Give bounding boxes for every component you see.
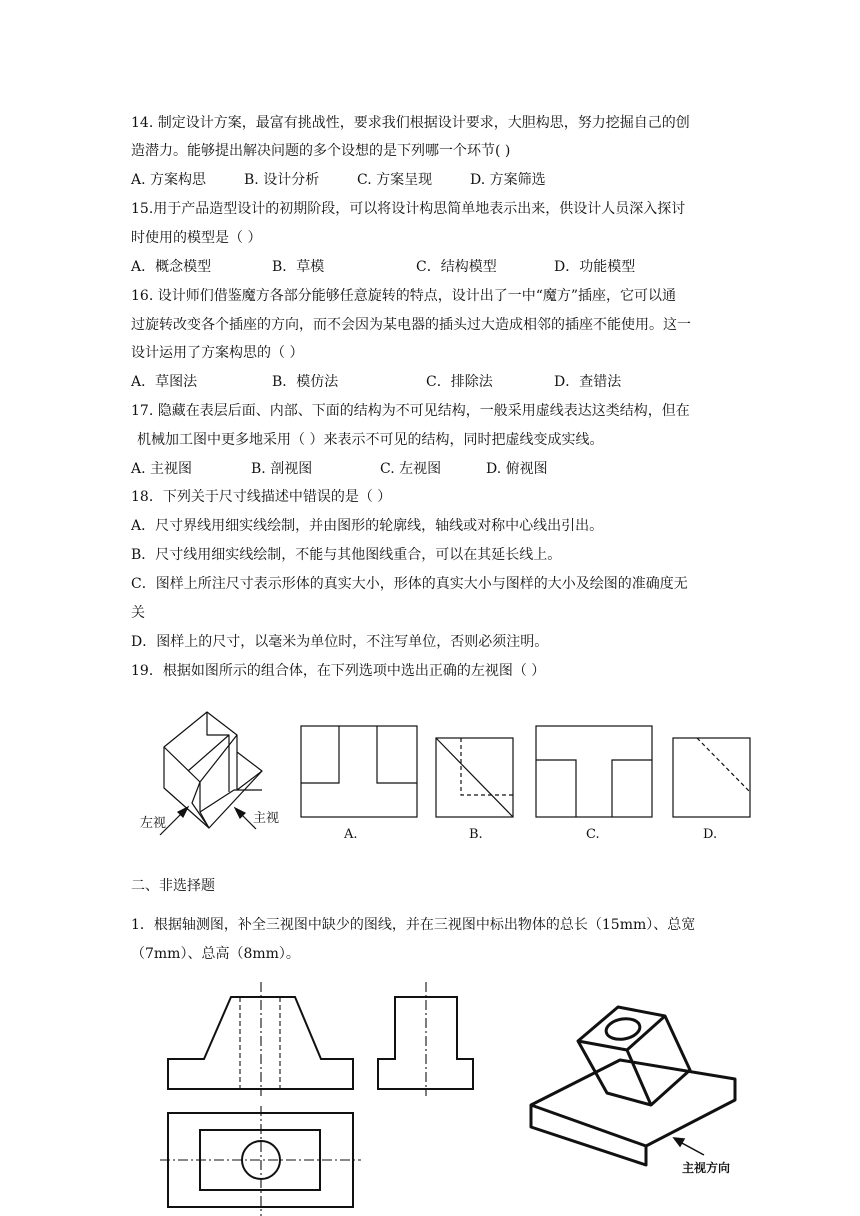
- q14-option-d: D. 方案筛选: [470, 172, 546, 188]
- q16-line-3: 设计运用了方案构思的（ ）: [131, 345, 304, 361]
- q17-line-1: 17. 隐藏在表层后面、内部、下面的结构为不可见结构，一般采用虚线表达这类结构，但在: [131, 403, 690, 419]
- q16-line-1: 16. 设计师们借鉴魔方各部分能够任意旋转的特点，设计出了一中“魔方”插座，它可以通: [131, 288, 677, 304]
- q18-option-c-line-2: 关: [131, 605, 145, 621]
- q19-line-1: 19．根据如图所示的组合体，在下列选项中选出正确的左视图（ ）: [131, 663, 546, 679]
- top-view-center-lines: [160, 1106, 361, 1216]
- q14-line-2: 造潜力。能够提出解决问题的多个设想的是下列哪一个环节( ): [131, 143, 511, 159]
- q15-option-d: D．功能模型: [554, 259, 636, 275]
- section-2-q1-line-2: （7mm）、总高（8mm）。: [131, 946, 300, 962]
- q18-option-c-line-1: C．图样上所注尺寸表示形体的真实大小，形体的真实大小与图样的大小及绘图的准确度无: [131, 576, 688, 592]
- q19-label-left-view: 左视: [140, 816, 167, 831]
- q19-choice-a-label: A.: [344, 827, 358, 842]
- q15-line-2: 时使用的模型是（ ）: [131, 230, 262, 246]
- q19-arrows: [160, 807, 256, 835]
- q15-option-a: A．概念模型: [131, 259, 212, 275]
- q14-option-b: B. 设计分析: [244, 172, 320, 188]
- q14-line-1: 14. 制定设计方案，最富有挑战性，要求我们根据设计要求，大胆构思，努力挖掘自己的创: [131, 115, 690, 131]
- q16-option-b: B．模仿法: [272, 374, 339, 390]
- q17-option-a: A. 主视图: [131, 461, 193, 477]
- q19-choice-c-drawing: [536, 726, 652, 817]
- q19-label-front-view: 主视: [253, 811, 280, 826]
- q17-option-c: C. 左视图: [380, 461, 442, 477]
- q19-choice-b-drawing: [436, 738, 513, 817]
- q16-option-d: D．查错法: [554, 374, 622, 390]
- q15-option-c: C．结构模型: [416, 259, 497, 275]
- q15-option-b: B．草模: [272, 259, 325, 275]
- q17-option-b: B. 剖视图: [251, 461, 313, 477]
- q14-option-c: C. 方案呈现: [357, 172, 433, 188]
- q16-option-c: C．排除法: [426, 374, 493, 390]
- q19-choice-c-label: C.: [586, 827, 600, 842]
- q18-option-b: B．尺寸线用细实线绘制，不能与其他图线重合，可以在其延长线上。: [131, 547, 562, 563]
- q19-choice-d-drawing: [673, 738, 750, 817]
- q19-choice-a-drawing: [301, 726, 417, 817]
- section-2-heading: 二、非选择题: [131, 878, 215, 894]
- q17-option-d: D. 俯视图: [486, 461, 548, 477]
- q18-option-a: A．尺寸界线用细实线绘制，并由图形的轮廓线，轴线或对称中心线出引出。: [131, 518, 604, 534]
- front-view-hidden-lines: [240, 982, 280, 1096]
- q19-choice-b-label: B.: [469, 827, 483, 842]
- q16-option-a: A．草图法: [131, 374, 198, 390]
- q18-option-d: D．图样上的尺寸，以毫米为单位时，不注写单位，否则必须注明。: [131, 634, 549, 650]
- q16-line-2: 过旋转改变各个插座的方向，而不会因为某电器的插头过大造成相邻的插座不能使用。这一: [131, 317, 691, 333]
- section-2-q1-line-1: 1．根据轴测图，补全三视图中缺少的图线，并在三视图中标出物体的总长（15mm）、总宽: [131, 917, 696, 933]
- q17-line-2: 机械加工图中更多地采用（ ）来表示不可见的结构，同时把虚线变成实线。: [137, 432, 604, 448]
- q19-isometric-figure: [164, 712, 262, 828]
- q15-line-1: 15.用于产品造型设计的初期阶段，可以将设计构思简单地表示出来，供设计人员深入探讨: [131, 201, 686, 217]
- direction-arrow: [674, 1138, 704, 1155]
- q14-option-a: A. 方案构思: [131, 172, 207, 188]
- q19-choice-d-label: D.: [703, 827, 718, 842]
- q18-line-1: 18．下列关于尺寸线描述中错误的是（ ）: [131, 489, 392, 505]
- isometric-block-drawing: [531, 1007, 735, 1165]
- direction-label: 主视方向: [682, 1161, 731, 1175]
